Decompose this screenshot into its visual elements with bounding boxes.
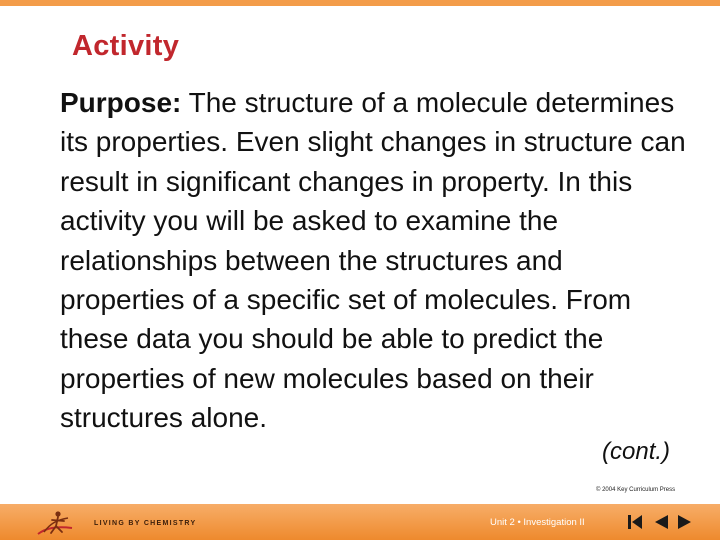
unit-investigation-label: Unit 2 • Investigation II	[490, 517, 585, 528]
previous-slide-icon	[652, 514, 670, 530]
purpose-paragraph	[60, 83, 690, 438]
purpose-label: Purpose:	[60, 87, 182, 118]
next-slide-button[interactable]	[676, 514, 694, 530]
top-accent-bar	[0, 0, 720, 6]
first-slide-button[interactable]	[626, 514, 644, 530]
next-slide-icon	[676, 514, 694, 530]
previous-slide-button[interactable]	[652, 514, 670, 530]
purpose-text: The structure of a molecule determines its properties. Even slight changes in structure can result in significant changes in property. In this activity you will be asked to examine the relationships between the structures and properties of a specific set of molecules. From these data you should be able to predict the properties of new molecules based on their structures alone.	[60, 87, 686, 434]
continued-label: (cont.)	[602, 438, 671, 465]
living-by-chemistry-logo-icon	[34, 508, 74, 538]
first-slide-icon	[626, 514, 644, 530]
footer-bar	[0, 504, 720, 540]
brand-name: LIVING BY CHEMISTRY	[94, 520, 197, 527]
slide-title: Activity	[72, 30, 180, 62]
copyright-notice: © 2004 Key Curriculum Press	[596, 487, 676, 493]
